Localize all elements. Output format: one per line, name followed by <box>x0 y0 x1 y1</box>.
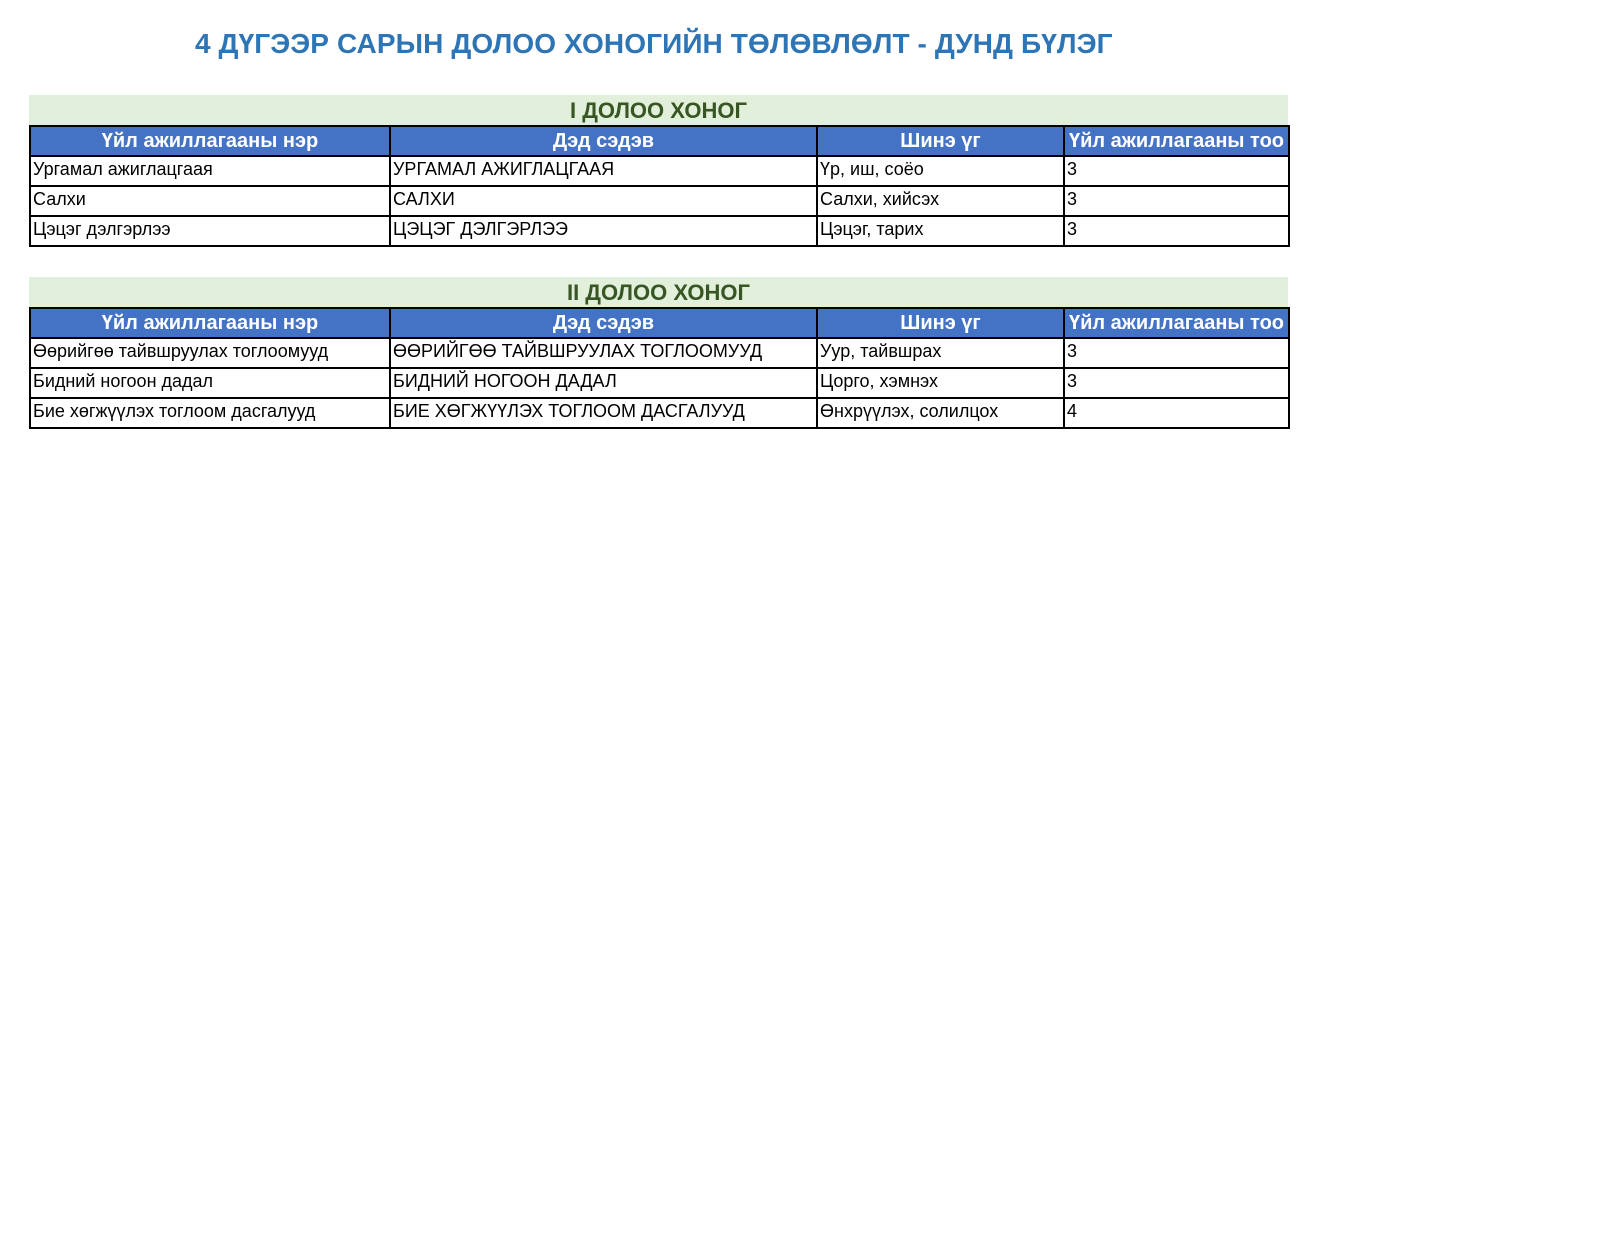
week-2-header: II ДОЛОО ХОНОГ <box>29 277 1288 307</box>
activity-count-cell: 3 <box>1064 156 1289 186</box>
week-1-header: I ДОЛОО ХОНОГ <box>29 95 1288 125</box>
activity-name-cell: Өөрийгөө тайвшруулах тоглоомууд <box>30 338 390 368</box>
activity-count-cell: 3 <box>1064 216 1289 246</box>
new-words-cell: Цорго, хэмнэх <box>817 368 1064 398</box>
subtopic-cell: ЦЭЦЭГ ДЭЛГЭРЛЭЭ <box>390 216 817 246</box>
activity-count-cell: 3 <box>1064 338 1289 368</box>
table-row <box>30 368 1289 398</box>
column-header-activity-count: Үйл ажиллагааны тоо <box>1064 126 1289 156</box>
table-header-row <box>30 126 1289 156</box>
activity-count-cell: 3 <box>1064 368 1289 398</box>
subtopic-cell: САЛХИ <box>390 186 817 216</box>
activity-name-cell: Ургамал ажиглацгаая <box>30 156 390 186</box>
activity-name-cell: Бидний ногоон дадал <box>30 368 390 398</box>
subtopic-cell: ӨӨРИЙГӨӨ ТАЙВШРУУЛАХ ТОГЛООМУУД <box>390 338 817 368</box>
week-1-block <box>29 95 1288 247</box>
table-row <box>30 398 1289 428</box>
subtopic-cell: БИДНИЙ НОГООН ДАДАЛ <box>390 368 817 398</box>
new-words-cell: Өнхрүүлэх, солилцох <box>817 398 1064 428</box>
new-words-cell: Цэцэг, тарих <box>817 216 1064 246</box>
week-1-table <box>29 125 1290 247</box>
activity-name-cell: Салхи <box>30 186 390 216</box>
new-words-cell: Уур, тайвшрах <box>817 338 1064 368</box>
new-words-cell: Салхи, хийсэх <box>817 186 1064 216</box>
table-row <box>30 216 1289 246</box>
table-row <box>30 338 1289 368</box>
column-header-activity-name: Үйл ажиллагааны нэр <box>30 308 390 338</box>
column-header-new-words: Шинэ үг <box>817 126 1064 156</box>
column-header-activity-count: Үйл ажиллагааны тоо <box>1064 308 1289 338</box>
activity-count-cell: 3 <box>1064 186 1289 216</box>
subtopic-cell: БИЕ ХӨГЖҮҮЛЭХ ТОГЛООМ ДАСГАЛУУД <box>390 398 817 428</box>
column-header-activity-name: Үйл ажиллагааны нэр <box>30 126 390 156</box>
new-words-cell: Үр, иш, соёо <box>817 156 1064 186</box>
activity-name-cell: Цэцэг дэлгэрлээ <box>30 216 390 246</box>
column-header-subtopic: Дэд сэдэв <box>390 308 817 338</box>
page-title: 4 ДҮГЭЭР САРЫН ДОЛОО ХОНОГИЙН ТӨЛӨВЛӨЛТ - ДУНД БҮЛЭГ <box>195 28 1113 59</box>
table-row <box>30 186 1289 216</box>
activity-name-cell: Бие хөгжүүлэх тоглоом дасгалууд <box>30 398 390 428</box>
week-2-table <box>29 307 1290 429</box>
column-header-subtopic: Дэд сэдэв <box>390 126 817 156</box>
subtopic-cell: УРГАМАЛ АЖИГЛАЦГААЯ <box>390 156 817 186</box>
week-2-block <box>29 277 1288 429</box>
column-header-new-words: Шинэ үг <box>817 308 1064 338</box>
table-row <box>30 156 1289 186</box>
activity-count-cell: 4 <box>1064 398 1289 428</box>
table-header-row <box>30 308 1289 338</box>
